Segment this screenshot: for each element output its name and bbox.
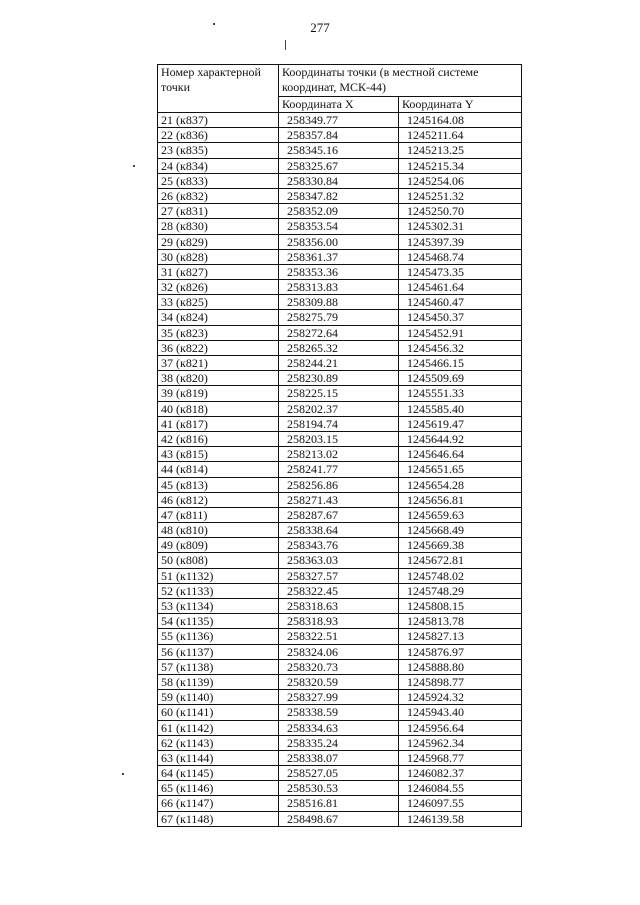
coord-y-cell: 1245551.33 [399, 386, 522, 401]
table-row [158, 659, 522, 674]
point-number-cell: 61 (к1142) [158, 720, 279, 735]
coord-y-cell: 1245460.47 [399, 295, 522, 310]
coord-y-cell: 1245943.40 [399, 705, 522, 720]
coord-x-cell: 258275.79 [279, 310, 399, 325]
table-body [158, 113, 522, 827]
point-number-cell: 50 (к808) [158, 553, 279, 568]
point-number-cell: 59 (к1140) [158, 690, 279, 705]
point-number-cell: 41 (к817) [158, 416, 279, 431]
coord-x-cell: 258338.59 [279, 705, 399, 720]
table-row [158, 766, 522, 781]
point-number-cell: 64 (к1145) [158, 766, 279, 781]
coord-y-cell: 1245456.32 [399, 340, 522, 355]
point-number-header: Номер характерной точки [158, 65, 279, 113]
point-number-cell: 27 (к831) [158, 204, 279, 219]
table-row [158, 280, 522, 295]
point-number-cell: 45 (к813) [158, 477, 279, 492]
point-number-cell: 33 (к825) [158, 295, 279, 310]
table-row [158, 811, 522, 826]
point-number-cell: 66 (к1147) [158, 796, 279, 811]
table-row [158, 325, 522, 340]
table-row [158, 113, 522, 128]
table-row [158, 447, 522, 462]
coord-x-cell: 258498.67 [279, 811, 399, 826]
coord-x-cell: 258194.74 [279, 416, 399, 431]
coord-x-header: Координата X [279, 97, 399, 113]
table-row [158, 705, 522, 720]
coord-x-cell: 258327.99 [279, 690, 399, 705]
table-row [158, 128, 522, 143]
coord-x-cell: 258352.09 [279, 204, 399, 219]
point-number-cell: 48 (к810) [158, 523, 279, 538]
scan-speck [133, 165, 135, 167]
coord-y-cell: 1245215.34 [399, 158, 522, 173]
table-row [158, 599, 522, 614]
point-number-cell: 23 (к835) [158, 143, 279, 158]
point-number-cell: 39 (к819) [158, 386, 279, 401]
point-number-cell: 63 (к1144) [158, 750, 279, 765]
table-row [158, 735, 522, 750]
table-row [158, 371, 522, 386]
point-number-cell: 38 (к820) [158, 371, 279, 386]
point-number-cell: 40 (к818) [158, 401, 279, 416]
coord-y-cell: 1245962.34 [399, 735, 522, 750]
table-row [158, 644, 522, 659]
coord-x-cell: 258241.77 [279, 462, 399, 477]
point-number-cell: 43 (к815) [158, 447, 279, 462]
table-row [158, 614, 522, 629]
coord-x-cell: 258516.81 [279, 796, 399, 811]
coord-x-cell: 258313.83 [279, 280, 399, 295]
point-number-cell: 46 (к812) [158, 492, 279, 507]
coord-x-cell: 258338.64 [279, 523, 399, 538]
point-number-cell: 36 (к822) [158, 340, 279, 355]
coord-x-cell: 258230.89 [279, 371, 399, 386]
coord-y-cell: 1245302.31 [399, 219, 522, 234]
point-number-cell: 29 (к829) [158, 234, 279, 249]
coord-y-cell: 1245619.47 [399, 416, 522, 431]
coord-x-cell: 258225.15 [279, 386, 399, 401]
table-row [158, 750, 522, 765]
coord-x-cell: 258322.51 [279, 629, 399, 644]
coord-x-cell: 258345.16 [279, 143, 399, 158]
point-number-cell: 21 (к837) [158, 113, 279, 128]
coord-x-cell: 258271.43 [279, 492, 399, 507]
coord-y-cell: 1245644.92 [399, 431, 522, 446]
table-row [158, 386, 522, 401]
coord-x-cell: 258325.67 [279, 158, 399, 173]
coord-x-cell: 258327.57 [279, 568, 399, 583]
coord-y-header: Координата Y [399, 97, 522, 113]
point-number-cell: 53 (к1134) [158, 599, 279, 614]
coord-x-cell: 258353.36 [279, 264, 399, 279]
coord-x-cell: 258202.37 [279, 401, 399, 416]
coord-x-cell: 258287.67 [279, 507, 399, 522]
table-row [158, 462, 522, 477]
coord-y-cell: 1245164.08 [399, 113, 522, 128]
table-row [158, 340, 522, 355]
coord-x-cell: 258353.54 [279, 219, 399, 234]
table-row [158, 158, 522, 173]
coord-y-cell: 1245254.06 [399, 173, 522, 188]
point-number-cell: 58 (к1139) [158, 674, 279, 689]
coord-y-cell: 1245813.78 [399, 614, 522, 629]
coord-y-cell: 1245827.13 [399, 629, 522, 644]
point-number-cell: 47 (к811) [158, 507, 279, 522]
table-row [158, 401, 522, 416]
coord-x-cell: 258335.24 [279, 735, 399, 750]
point-number-cell: 60 (к1141) [158, 705, 279, 720]
coord-x-cell: 258318.93 [279, 614, 399, 629]
coord-x-cell: 258272.64 [279, 325, 399, 340]
table-row [158, 477, 522, 492]
coord-y-cell: 1245672.81 [399, 553, 522, 568]
point-number-cell: 42 (к816) [158, 431, 279, 446]
point-number-cell: 49 (к809) [158, 538, 279, 553]
table-row [158, 553, 522, 568]
scan-speck [285, 40, 286, 50]
coord-y-cell: 1246084.55 [399, 781, 522, 796]
table-row [158, 173, 522, 188]
coord-y-cell: 1245461.64 [399, 280, 522, 295]
coord-y-cell: 1246082.37 [399, 766, 522, 781]
table-row [158, 720, 522, 735]
coord-y-cell: 1246139.58 [399, 811, 522, 826]
coord-x-cell: 258322.45 [279, 583, 399, 598]
table-row [158, 674, 522, 689]
coord-y-cell: 1245466.15 [399, 356, 522, 371]
table-row [158, 204, 522, 219]
point-number-cell: 57 (к1138) [158, 659, 279, 674]
coord-y-cell: 1245748.02 [399, 568, 522, 583]
coord-y-cell: 1245924.32 [399, 690, 522, 705]
table-row [158, 219, 522, 234]
point-number-cell: 31 (к827) [158, 264, 279, 279]
point-number-cell: 24 (к834) [158, 158, 279, 173]
table-row [158, 264, 522, 279]
point-number-cell: 30 (к828) [158, 249, 279, 264]
table-row [158, 538, 522, 553]
coord-x-cell: 258363.03 [279, 553, 399, 568]
coord-x-cell: 258320.73 [279, 659, 399, 674]
coord-y-cell: 1245450.37 [399, 310, 522, 325]
point-number-cell: 56 (к1137) [158, 644, 279, 659]
coord-y-cell: 1245646.64 [399, 447, 522, 462]
coord-y-cell: 1245898.77 [399, 674, 522, 689]
coord-x-cell: 258256.86 [279, 477, 399, 492]
coord-y-cell: 1245668.49 [399, 523, 522, 538]
coord-x-cell: 258361.37 [279, 249, 399, 264]
table-row [158, 234, 522, 249]
coord-x-cell: 258347.82 [279, 188, 399, 203]
table-row [158, 356, 522, 371]
coord-x-cell: 258338.07 [279, 750, 399, 765]
point-number-cell: 65 (к1146) [158, 781, 279, 796]
coord-y-cell: 1245509.69 [399, 371, 522, 386]
coord-y-cell: 1245659.63 [399, 507, 522, 522]
coord-x-cell: 258318.63 [279, 599, 399, 614]
coord-y-cell: 1245251.32 [399, 188, 522, 203]
point-number-cell: 32 (к826) [158, 280, 279, 295]
coord-x-cell: 258530.53 [279, 781, 399, 796]
table-row [158, 416, 522, 431]
table-row [158, 781, 522, 796]
point-number-cell: 22 (к836) [158, 128, 279, 143]
point-number-cell: 34 (к824) [158, 310, 279, 325]
point-number-cell: 37 (к821) [158, 356, 279, 371]
coord-y-cell: 1245888.80 [399, 659, 522, 674]
table-row [158, 690, 522, 705]
coord-x-cell: 258324.06 [279, 644, 399, 659]
table-row [158, 431, 522, 446]
coord-y-cell: 1245956.64 [399, 720, 522, 735]
coord-x-cell: 258213.02 [279, 447, 399, 462]
coord-y-cell: 1245656.81 [399, 492, 522, 507]
coord-x-cell: 258244.21 [279, 356, 399, 371]
table-row [158, 143, 522, 158]
coord-y-cell: 1245654.28 [399, 477, 522, 492]
point-number-cell: 67 (к1148) [158, 811, 279, 826]
point-number-cell: 44 (к814) [158, 462, 279, 477]
table-row [158, 568, 522, 583]
coord-y-cell: 1245213.25 [399, 143, 522, 158]
coord-y-cell: 1245468.74 [399, 249, 522, 264]
coord-y-cell: 1245748.29 [399, 583, 522, 598]
point-number-cell: 28 (к830) [158, 219, 279, 234]
coord-y-cell: 1245651.65 [399, 462, 522, 477]
coord-y-cell: 1245585.40 [399, 401, 522, 416]
coord-y-cell: 1245669.38 [399, 538, 522, 553]
point-number-cell: 52 (к1133) [158, 583, 279, 598]
point-number-cell: 55 (к1136) [158, 629, 279, 644]
coord-y-cell: 1245397.39 [399, 234, 522, 249]
coord-y-cell: 1245968.77 [399, 750, 522, 765]
point-number-cell: 25 (к833) [158, 173, 279, 188]
coord-x-cell: 258349.77 [279, 113, 399, 128]
point-number-cell: 54 (к1135) [158, 614, 279, 629]
coord-x-cell: 258357.84 [279, 128, 399, 143]
table-row [158, 583, 522, 598]
scan-speck [213, 23, 215, 25]
table-row [158, 629, 522, 644]
table-row [158, 249, 522, 264]
coord-y-cell: 1245211.64 [399, 128, 522, 143]
page-number: 277 [310, 20, 330, 35]
coord-y-cell: 1245808.15 [399, 599, 522, 614]
coordinates-table [157, 64, 522, 827]
table-row [158, 188, 522, 203]
coord-x-cell: 258343.76 [279, 538, 399, 553]
table-row [158, 492, 522, 507]
point-number-cell: 26 (к832) [158, 188, 279, 203]
scan-speck [122, 773, 124, 775]
coord-x-cell: 258265.32 [279, 340, 399, 355]
coord-x-cell: 258320.59 [279, 674, 399, 689]
coord-x-cell: 258330.84 [279, 173, 399, 188]
coord-y-cell: 1245452.91 [399, 325, 522, 340]
coord-x-cell: 258203.15 [279, 431, 399, 446]
table-row [158, 523, 522, 538]
point-number-cell: 51 (к1132) [158, 568, 279, 583]
table-row [158, 796, 522, 811]
coord-x-cell: 258309.88 [279, 295, 399, 310]
coord-x-cell: 258356.00 [279, 234, 399, 249]
table-row [158, 310, 522, 325]
coordinates-group-header: Координаты точки (в местной системе координат, МСК-44) [279, 65, 522, 97]
coord-y-cell: 1245250.70 [399, 204, 522, 219]
table-row [158, 295, 522, 310]
coord-y-cell: 1245473.35 [399, 264, 522, 279]
table-row [158, 507, 522, 522]
point-number-cell: 62 (к1143) [158, 735, 279, 750]
coord-y-cell: 1246097.55 [399, 796, 522, 811]
coord-x-cell: 258334.63 [279, 720, 399, 735]
table-header [158, 65, 522, 113]
coord-x-cell: 258527.05 [279, 766, 399, 781]
coord-y-cell: 1245876.97 [399, 644, 522, 659]
point-number-cell: 35 (к823) [158, 325, 279, 340]
